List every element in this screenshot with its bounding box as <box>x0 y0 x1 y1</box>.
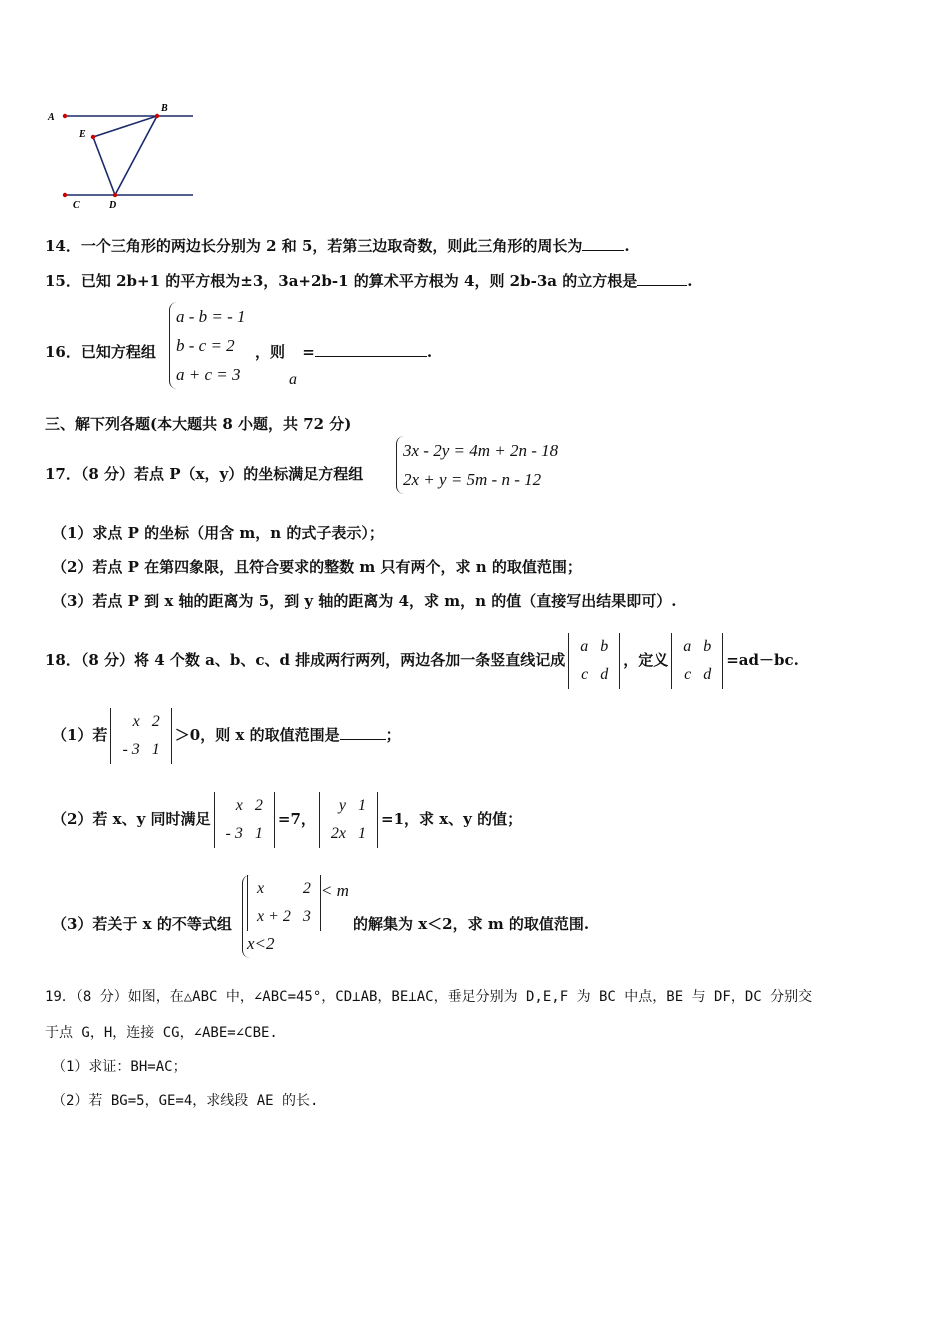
q16-eq-1: a - b = - 1 <box>176 307 246 326</box>
q14-blank <box>582 236 624 251</box>
q18-part-2 <box>52 791 522 848</box>
det-cell: 3 <box>302 908 311 925</box>
label-e: E <box>79 129 86 140</box>
q16-prefix: 16．已知方程组 <box>45 343 156 361</box>
q15-text: 15．已知 2b+1 的平方根为±3，3a+2b-1 的算术平方根为 4，则 2b-3a 的立方根是 <box>45 272 638 290</box>
question-14 <box>45 236 630 256</box>
q16-equals: = <box>302 343 315 361</box>
q16-middle: ，则 <box>255 343 286 361</box>
q14-end: . <box>624 237 630 255</box>
q18-suffix: =ad－bc. <box>726 651 799 669</box>
det-cell: b <box>600 638 609 655</box>
det-cell: y <box>338 797 346 814</box>
q18-p2-mid: =7， <box>277 810 316 828</box>
det-cell: x <box>257 880 265 897</box>
q18-p2-determinant-2 <box>319 792 378 848</box>
det-cell: 1 <box>151 741 160 758</box>
q19-part-2: （2）若 BG=5，GE=4，求线段 AE 的长. <box>52 1093 319 1109</box>
det-cell: a <box>683 638 692 655</box>
q16-eq-3: a + c = 3 <box>176 365 241 384</box>
point-c <box>63 193 67 197</box>
section-3-title: 三、解下列各题(本大题共 8 小题，共 72 分) <box>45 415 352 433</box>
q16-tail <box>255 342 432 362</box>
q19-line-1: 19．（8 分）如图，在△ABC 中，∠ABC=45°，CD⊥AB，BE⊥AC，垂足分别为 D,E,F 为 BC 中点，BE 与 DF，DC 分别交 <box>45 989 813 1005</box>
q17-prefix: 17．（8 分）若点 P（x，y）的坐标满足方程组 <box>45 465 364 483</box>
question-15 <box>45 271 692 291</box>
q16-end: . <box>426 343 433 361</box>
det-cell: - 3 <box>225 825 243 842</box>
q18-p3-lt-m: < m <box>320 881 349 900</box>
q18-p3-suffix: 的解集为 x＜2，求 m 的取值范围. <box>353 915 590 933</box>
det-cell: x + 2 <box>257 908 291 925</box>
det-cell: 2 <box>302 880 311 897</box>
det-cell: d <box>703 666 712 683</box>
point-d <box>113 193 117 197</box>
q17-part-2: （2）若点 P 在第四象限，且符合要求的整数 m 只有两个，求 n 的取值范围； <box>52 558 582 576</box>
label-b: B <box>161 103 168 114</box>
q15-blank <box>637 271 687 286</box>
det-cell: x <box>132 713 140 730</box>
q18-p1-blank <box>340 725 386 740</box>
det-cell: 1 <box>358 825 366 842</box>
q14-text: 14．一个三角形的两边长分别为 2 和 5，若第三边取奇数，则此三角形的周长为 <box>45 237 583 255</box>
question-18 <box>45 632 799 689</box>
det-cell: 1 <box>254 825 263 842</box>
q18-p2-suffix: =1，求 x、y 的值； <box>381 810 523 828</box>
q17-part-3: （3）若点 P 到 x 轴的距离为 5，到 y 轴的距离为 4，求 m，n 的值（直接写出结果即可）. <box>52 592 677 610</box>
geometry-figure <box>45 100 205 215</box>
q17-part-1: （1）求点 P 的坐标（用含 m，n 的式子表示）； <box>52 524 384 542</box>
det-cell: d <box>600 666 609 683</box>
q18-p3-ineq-2: x<2 <box>247 934 275 953</box>
point-a <box>63 114 67 118</box>
q17-eq-1: 3x - 2y = 4m + 2n - 18 <box>403 441 559 460</box>
q18-determinant-def-2 <box>671 633 723 689</box>
det-cell: - 3 <box>122 741 140 758</box>
det-cell: 2 <box>254 797 263 814</box>
q18-p3-inequality-system <box>242 875 349 958</box>
q18-part-1 <box>52 707 401 764</box>
q18-p2-determinant-1 <box>214 792 275 848</box>
q17-eq-2: 2x + y = 5m - n - 12 <box>403 470 542 489</box>
q19-part-1: （1）求证：BH=AC； <box>52 1059 187 1075</box>
det-cell: 2 <box>151 713 160 730</box>
label-c: C <box>73 200 80 211</box>
det-cell: c <box>684 666 692 683</box>
q18-p1-determinant <box>110 708 171 764</box>
det-cell: 2x <box>330 825 346 842</box>
q16-blank <box>315 342 427 357</box>
q16-equation-system <box>169 302 246 389</box>
det-cell: a <box>580 638 589 655</box>
label-a: A <box>48 112 55 123</box>
q15-end: . <box>687 272 693 290</box>
det-cell: 1 <box>358 797 366 814</box>
det-cell: c <box>581 666 589 683</box>
q17-equation-system <box>396 436 558 494</box>
q18-p1-end: ； <box>385 726 401 744</box>
point-b <box>155 114 159 118</box>
q18-determinant-def <box>568 633 620 689</box>
segment-ed <box>93 137 115 195</box>
det-cell: x <box>235 797 243 814</box>
label-d: D <box>109 200 117 211</box>
q18-p1-suffix: ＞0，则 x 的取值范围是 <box>174 726 340 744</box>
q18-p2-prefix: （2）若 x、y 同时满足 <box>52 810 211 828</box>
q18-p3-prefix: （3）若关于 x 的不等式组 <box>52 915 232 933</box>
q18-prefix: 18．（8 分）将 4 个数 a、b、c、d 排成两行两列，两边各加一条竖直线记成 <box>45 651 566 669</box>
q18-middle: ，定义 <box>623 651 669 669</box>
point-e <box>91 135 95 139</box>
q18-p1-prefix: （1）若 <box>52 726 108 744</box>
det-cell: b <box>703 638 712 655</box>
q18-p3-determinant <box>247 875 321 931</box>
q16-frac-denominator: a <box>289 371 297 388</box>
q19-line-2: 于点 G，H，连接 CG，∠ABE=∠CBE. <box>45 1025 278 1041</box>
q16-eq-2: b - c = 2 <box>176 336 235 355</box>
